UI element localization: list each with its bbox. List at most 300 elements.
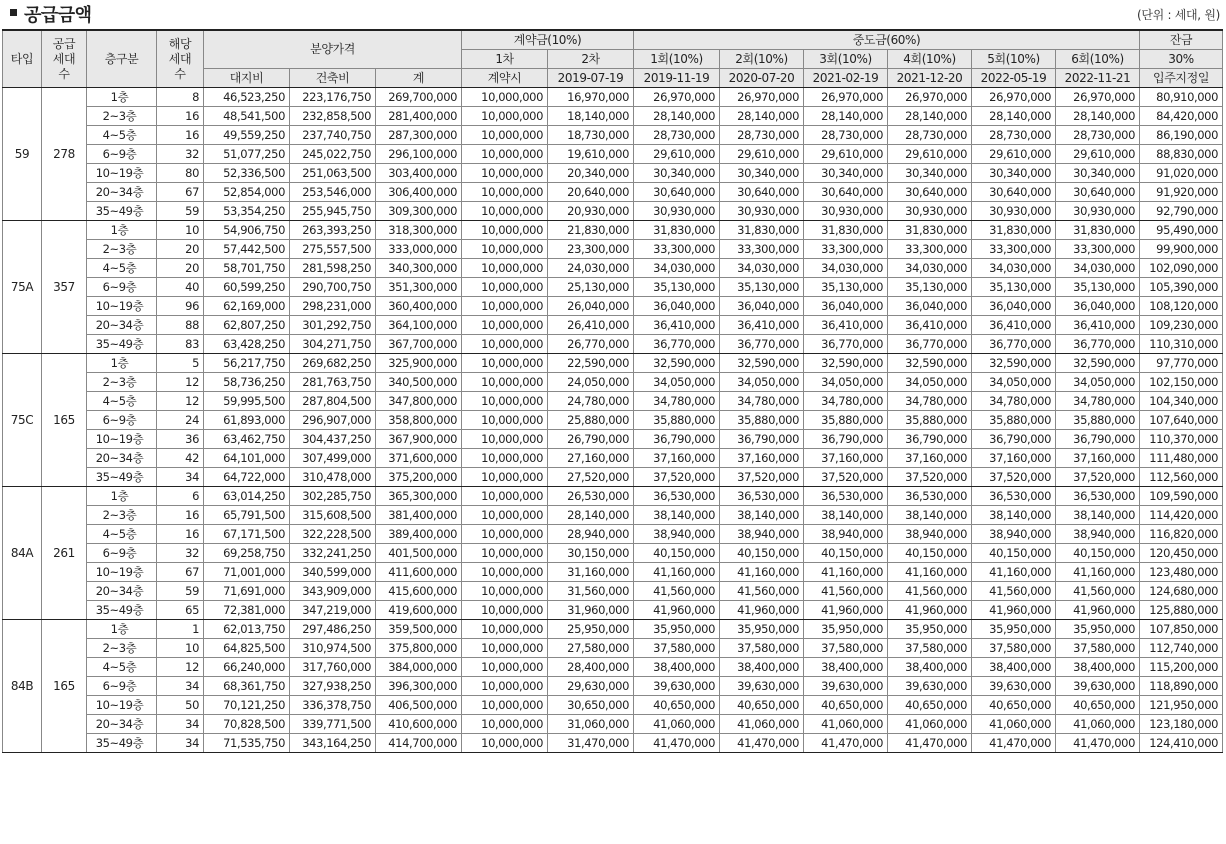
middle-payment-cell-3: 36,770,000 [804,335,888,354]
deposit2-cell: 27,160,000 [548,449,634,468]
header-balance-date: 입주지정일 [1140,69,1223,88]
deposit1-cell: 10,000,000 [462,373,548,392]
total-price-cell: 375,200,000 [376,468,462,487]
header-mid2: 2회(10%) [720,50,804,69]
floor-cell: 10~19층 [87,164,157,183]
middle-payment-cell-3: 41,060,000 [804,715,888,734]
middle-payment-cell-5: 26,970,000 [972,88,1056,107]
building-cost-cell: 223,176,750 [290,88,376,107]
header-middle: 중도금(60%) [634,30,1140,50]
middle-payment-cell-6: 36,040,000 [1056,297,1140,316]
middle-payment-cell-1: 36,790,000 [634,430,720,449]
middle-payment-cell-6: 34,030,000 [1056,259,1140,278]
table-row [3,563,1223,582]
type-cell: 75A [3,221,42,354]
building-cost-cell: 327,938,250 [290,677,376,696]
balance-cell: 114,420,000 [1140,506,1223,525]
middle-payment-cell-1: 35,880,000 [634,411,720,430]
land-cost-cell: 54,906,750 [204,221,290,240]
middle-payment-cell-4: 35,130,000 [888,278,972,297]
deposit2-cell: 20,930,000 [548,202,634,221]
land-cost-cell: 71,691,000 [204,582,290,601]
header-balance-pct: 30% [1140,50,1223,69]
middle-payment-cell-3: 39,630,000 [804,677,888,696]
deposit1-cell: 10,000,000 [462,88,548,107]
floor-cell: 6~9층 [87,544,157,563]
middle-payment-cell-1: 37,160,000 [634,449,720,468]
land-cost-cell: 59,995,500 [204,392,290,411]
middle-payment-cell-3: 29,610,000 [804,145,888,164]
deposit1-cell: 10,000,000 [462,430,548,449]
deposit2-cell: 31,470,000 [548,734,634,753]
middle-payment-cell-4: 41,560,000 [888,582,972,601]
building-cost-cell: 315,608,500 [290,506,376,525]
middle-payment-cell-1: 36,040,000 [634,297,720,316]
middle-payment-cell-3: 41,560,000 [804,582,888,601]
unit-count-cell: 34 [157,677,204,696]
unit-count-cell: 20 [157,259,204,278]
land-cost-cell: 57,442,500 [204,240,290,259]
middle-payment-cell-3: 28,730,000 [804,126,888,145]
land-cost-cell: 66,240,000 [204,658,290,677]
balance-cell: 108,120,000 [1140,297,1223,316]
header-mid6-date: 2022-11-21 [1056,69,1140,88]
middle-payment-cell-1: 41,960,000 [634,601,720,620]
middle-payment-cell-6: 29,610,000 [1056,145,1140,164]
middle-payment-cell-4: 30,640,000 [888,183,972,202]
deposit1-cell: 10,000,000 [462,221,548,240]
deposit1-cell: 10,000,000 [462,658,548,677]
table-row [3,259,1223,278]
floor-cell: 10~19층 [87,297,157,316]
middle-payment-cell-2: 28,730,000 [720,126,804,145]
land-cost-cell: 64,101,000 [204,449,290,468]
land-cost-cell: 63,014,250 [204,487,290,506]
middle-payment-cell-3: 32,590,000 [804,354,888,373]
floor-cell: 1층 [87,221,157,240]
middle-payment-cell-4: 30,930,000 [888,202,972,221]
building-cost-cell: 251,063,500 [290,164,376,183]
middle-payment-cell-3: 36,530,000 [804,487,888,506]
table-row [3,639,1223,658]
deposit1-cell: 10,000,000 [462,354,548,373]
table-row [3,449,1223,468]
header-unit-count [157,30,204,88]
middle-payment-cell-5: 41,160,000 [972,563,1056,582]
total-price-cell: 401,500,000 [376,544,462,563]
table-row [3,582,1223,601]
balance-cell: 88,830,000 [1140,145,1223,164]
middle-payment-cell-2: 41,060,000 [720,715,804,734]
total-price-cell: 359,500,000 [376,620,462,639]
middle-payment-cell-3: 41,470,000 [804,734,888,753]
land-cost-cell: 71,001,000 [204,563,290,582]
table-row [3,335,1223,354]
middle-payment-cell-4: 41,160,000 [888,563,972,582]
middle-payment-cell-6: 33,300,000 [1056,240,1140,259]
deposit1-cell: 10,000,000 [462,601,548,620]
building-cost-cell: 245,022,750 [290,145,376,164]
middle-payment-cell-5: 40,150,000 [972,544,1056,563]
middle-payment-cell-2: 29,610,000 [720,145,804,164]
middle-payment-cell-2: 36,790,000 [720,430,804,449]
building-cost-cell: 275,557,500 [290,240,376,259]
floor-cell: 10~19층 [87,563,157,582]
middle-payment-cell-5: 41,560,000 [972,582,1056,601]
table-row [3,354,1223,373]
deposit2-cell: 26,410,000 [548,316,634,335]
middle-payment-cell-1: 38,400,000 [634,658,720,677]
unit-count-cell: 34 [157,468,204,487]
table-row [3,506,1223,525]
unit-count-cell: 5 [157,354,204,373]
floor-cell: 10~19층 [87,430,157,449]
deposit1-cell: 10,000,000 [462,335,548,354]
middle-payment-cell-3: 35,130,000 [804,278,888,297]
deposit1-cell: 10,000,000 [462,620,548,639]
total-price-cell: 318,300,000 [376,221,462,240]
header-mid1: 1회(10%) [634,50,720,69]
balance-cell: 107,850,000 [1140,620,1223,639]
middle-payment-cell-6: 40,650,000 [1056,696,1140,715]
middle-payment-cell-6: 36,530,000 [1056,487,1140,506]
middle-payment-cell-2: 31,830,000 [720,221,804,240]
total-price-cell: 333,000,000 [376,240,462,259]
deposit1-cell: 10,000,000 [462,164,548,183]
middle-payment-cell-4: 41,470,000 [888,734,972,753]
middle-payment-cell-6: 31,830,000 [1056,221,1140,240]
unit-count-cell: 59 [157,582,204,601]
land-cost-cell: 65,791,500 [204,506,290,525]
middle-payment-cell-5: 41,470,000 [972,734,1056,753]
supply-units-cell: 261 [42,487,87,620]
deposit1-cell: 10,000,000 [462,316,548,335]
middle-payment-cell-5: 41,960,000 [972,601,1056,620]
deposit1-cell: 10,000,000 [462,734,548,753]
deposit2-cell: 26,790,000 [548,430,634,449]
table-row [3,164,1223,183]
header-supply-units [42,30,87,88]
middle-payment-cell-4: 38,400,000 [888,658,972,677]
deposit2-cell: 28,940,000 [548,525,634,544]
header-mid1-date: 2019-11-19 [634,69,720,88]
total-price-cell: 375,800,000 [376,639,462,658]
middle-payment-cell-4: 37,160,000 [888,449,972,468]
table-row [3,734,1223,753]
balance-cell: 91,020,000 [1140,164,1223,183]
header-building: 건축비 [290,69,376,88]
middle-payment-cell-4: 38,140,000 [888,506,972,525]
middle-payment-cell-2: 39,630,000 [720,677,804,696]
middle-payment-cell-2: 35,130,000 [720,278,804,297]
balance-cell: 97,770,000 [1140,354,1223,373]
building-cost-cell: 255,945,750 [290,202,376,221]
building-cost-cell: 307,499,000 [290,449,376,468]
middle-payment-cell-3: 37,580,000 [804,639,888,658]
table-body [3,88,1223,753]
building-cost-cell: 298,231,000 [290,297,376,316]
building-cost-cell: 310,478,000 [290,468,376,487]
deposit1-cell: 10,000,000 [462,202,548,221]
middle-payment-cell-5: 41,060,000 [972,715,1056,734]
unit-count-cell: 16 [157,107,204,126]
building-cost-cell: 310,974,500 [290,639,376,658]
table-row [3,240,1223,259]
middle-payment-cell-3: 28,140,000 [804,107,888,126]
building-cost-cell: 296,907,000 [290,411,376,430]
deposit2-cell: 31,060,000 [548,715,634,734]
land-cost-cell: 68,361,750 [204,677,290,696]
table-row [3,696,1223,715]
table-row [3,411,1223,430]
deposit1-cell: 10,000,000 [462,449,548,468]
balance-cell: 92,790,000 [1140,202,1223,221]
middle-payment-cell-5: 28,730,000 [972,126,1056,145]
balance-cell: 109,590,000 [1140,487,1223,506]
balance-cell: 120,450,000 [1140,544,1223,563]
middle-payment-cell-1: 28,730,000 [634,126,720,145]
middle-payment-cell-6: 35,950,000 [1056,620,1140,639]
middle-payment-cell-5: 37,580,000 [972,639,1056,658]
middle-payment-cell-2: 36,410,000 [720,316,804,335]
middle-payment-cell-4: 36,530,000 [888,487,972,506]
middle-payment-cell-4: 36,770,000 [888,335,972,354]
floor-cell: 6~9층 [87,411,157,430]
middle-payment-cell-3: 30,340,000 [804,164,888,183]
deposit1-cell: 10,000,000 [462,107,548,126]
land-cost-cell: 58,736,250 [204,373,290,392]
middle-payment-cell-6: 37,580,000 [1056,639,1140,658]
middle-payment-cell-6: 41,560,000 [1056,582,1140,601]
unit-count-cell: 12 [157,373,204,392]
middle-payment-cell-2: 41,560,000 [720,582,804,601]
floor-cell: 2~3층 [87,639,157,658]
land-cost-cell: 62,013,750 [204,620,290,639]
deposit2-cell: 16,970,000 [548,88,634,107]
balance-cell: 123,180,000 [1140,715,1223,734]
land-cost-cell: 56,217,750 [204,354,290,373]
supply-units-cell: 165 [42,354,87,487]
balance-cell: 80,910,000 [1140,88,1223,107]
middle-payment-cell-4: 38,940,000 [888,525,972,544]
header-dep2: 2차 [548,50,634,69]
unit-count-cell: 67 [157,183,204,202]
middle-payment-cell-1: 37,580,000 [634,639,720,658]
balance-cell: 118,890,000 [1140,677,1223,696]
deposit2-cell: 22,590,000 [548,354,634,373]
deposit1-cell: 10,000,000 [462,525,548,544]
total-price-cell: 287,300,000 [376,126,462,145]
deposit1-cell: 10,000,000 [462,278,548,297]
middle-payment-cell-3: 35,880,000 [804,411,888,430]
deposit1-cell: 10,000,000 [462,639,548,658]
deposit2-cell: 25,880,000 [548,411,634,430]
building-cost-cell: 301,292,750 [290,316,376,335]
unit-count-cell: 42 [157,449,204,468]
middle-payment-cell-5: 30,640,000 [972,183,1056,202]
middle-payment-cell-6: 39,630,000 [1056,677,1140,696]
header-dep2-date: 2019-07-19 [548,69,634,88]
building-cost-cell: 340,599,000 [290,563,376,582]
middle-payment-cell-1: 32,590,000 [634,354,720,373]
middle-payment-cell-5: 36,410,000 [972,316,1056,335]
table-row [3,601,1223,620]
middle-payment-cell-6: 36,410,000 [1056,316,1140,335]
total-price-cell: 410,600,000 [376,715,462,734]
building-cost-cell: 317,760,000 [290,658,376,677]
total-price-cell: 396,300,000 [376,677,462,696]
floor-cell: 35~49층 [87,601,157,620]
balance-cell: 123,480,000 [1140,563,1223,582]
balance-cell: 107,640,000 [1140,411,1223,430]
deposit2-cell: 25,950,000 [548,620,634,639]
middle-payment-cell-1: 30,930,000 [634,202,720,221]
middle-payment-cell-4: 35,880,000 [888,411,972,430]
total-price-cell: 381,400,000 [376,506,462,525]
deposit2-cell: 26,770,000 [548,335,634,354]
table-row [3,620,1223,639]
header-mid4: 4회(10%) [888,50,972,69]
type-cell: 75C [3,354,42,487]
middle-payment-cell-3: 38,400,000 [804,658,888,677]
type-cell: 59 [3,88,42,221]
unit-count-cell: 32 [157,544,204,563]
middle-payment-cell-4: 34,780,000 [888,392,972,411]
land-cost-cell: 53,354,250 [204,202,290,221]
header-supply-units-text: 공급세대수 [52,36,76,81]
middle-payment-cell-2: 38,140,000 [720,506,804,525]
middle-payment-cell-1: 40,650,000 [634,696,720,715]
middle-payment-cell-2: 40,150,000 [720,544,804,563]
floor-cell: 1층 [87,88,157,107]
deposit1-cell: 10,000,000 [462,411,548,430]
deposit2-cell: 31,160,000 [548,563,634,582]
building-cost-cell: 302,285,750 [290,487,376,506]
floor-cell: 2~3층 [87,107,157,126]
total-price-cell: 419,600,000 [376,601,462,620]
balance-cell: 112,740,000 [1140,639,1223,658]
middle-payment-cell-5: 33,300,000 [972,240,1056,259]
header-price: 분양가격 [204,30,462,69]
middle-payment-cell-6: 41,060,000 [1056,715,1140,734]
unit-count-cell: 1 [157,620,204,639]
middle-payment-cell-4: 32,590,000 [888,354,972,373]
middle-payment-cell-1: 36,770,000 [634,335,720,354]
unit-count-cell: 50 [157,696,204,715]
middle-payment-cell-4: 41,960,000 [888,601,972,620]
floor-cell: 20~34층 [87,582,157,601]
deposit2-cell: 30,150,000 [548,544,634,563]
page-title: 공급금액 [24,5,92,26]
table-row [3,468,1223,487]
middle-payment-cell-5: 38,940,000 [972,525,1056,544]
middle-payment-cell-2: 34,780,000 [720,392,804,411]
middle-payment-cell-6: 37,160,000 [1056,449,1140,468]
middle-payment-cell-1: 26,970,000 [634,88,720,107]
middle-payment-cell-5: 32,590,000 [972,354,1056,373]
deposit1-cell: 10,000,000 [462,240,548,259]
middle-payment-cell-3: 31,830,000 [804,221,888,240]
total-price-cell: 415,600,000 [376,582,462,601]
land-cost-cell: 67,171,500 [204,525,290,544]
unit-count-cell: 32 [157,145,204,164]
middle-payment-cell-2: 28,140,000 [720,107,804,126]
building-cost-cell: 336,378,750 [290,696,376,715]
middle-payment-cell-5: 37,520,000 [972,468,1056,487]
total-price-cell: 309,300,000 [376,202,462,221]
unit-count-cell: 8 [157,88,204,107]
middle-payment-cell-6: 40,150,000 [1056,544,1140,563]
balance-cell: 105,390,000 [1140,278,1223,297]
balance-cell: 111,480,000 [1140,449,1223,468]
building-cost-cell: 332,241,250 [290,544,376,563]
header-land: 대지비 [204,69,290,88]
total-price-cell: 371,600,000 [376,449,462,468]
middle-payment-cell-2: 33,300,000 [720,240,804,259]
middle-payment-cell-3: 33,300,000 [804,240,888,259]
land-cost-cell: 58,701,750 [204,259,290,278]
table-row [3,373,1223,392]
header-mid3-date: 2021-02-19 [804,69,888,88]
deposit2-cell: 27,520,000 [548,468,634,487]
floor-cell: 1층 [87,487,157,506]
middle-payment-cell-1: 38,140,000 [634,506,720,525]
unit-count-cell: 16 [157,126,204,145]
middle-payment-cell-4: 36,410,000 [888,316,972,335]
middle-payment-cell-4: 34,030,000 [888,259,972,278]
middle-payment-cell-1: 34,030,000 [634,259,720,278]
middle-payment-cell-3: 38,940,000 [804,525,888,544]
total-price-cell: 360,400,000 [376,297,462,316]
deposit2-cell: 23,300,000 [548,240,634,259]
land-cost-cell: 62,169,000 [204,297,290,316]
deposit2-cell: 26,530,000 [548,487,634,506]
table-row [3,677,1223,696]
middle-payment-cell-2: 38,940,000 [720,525,804,544]
floor-cell: 2~3층 [87,240,157,259]
balance-cell: 115,200,000 [1140,658,1223,677]
middle-payment-cell-1: 29,610,000 [634,145,720,164]
middle-payment-cell-6: 41,470,000 [1056,734,1140,753]
middle-payment-cell-6: 26,970,000 [1056,88,1140,107]
unit-count-cell: 12 [157,392,204,411]
table-row [3,145,1223,164]
deposit2-cell: 24,050,000 [548,373,634,392]
middle-payment-cell-3: 37,160,000 [804,449,888,468]
header-floor: 층구분 [87,30,157,88]
deposit2-cell: 24,780,000 [548,392,634,411]
middle-payment-cell-2: 41,470,000 [720,734,804,753]
middle-payment-cell-4: 34,050,000 [888,373,972,392]
middle-payment-cell-5: 34,780,000 [972,392,1056,411]
middle-payment-cell-1: 41,470,000 [634,734,720,753]
unit-count-cell: 88 [157,316,204,335]
middle-payment-cell-6: 38,140,000 [1056,506,1140,525]
middle-payment-cell-3: 36,790,000 [804,430,888,449]
floor-cell: 20~34층 [87,715,157,734]
middle-payment-cell-1: 36,530,000 [634,487,720,506]
land-cost-cell: 46,523,250 [204,88,290,107]
deposit2-cell: 21,830,000 [548,221,634,240]
middle-payment-cell-1: 35,130,000 [634,278,720,297]
building-cost-cell: 343,164,250 [290,734,376,753]
total-price-cell: 389,400,000 [376,525,462,544]
land-cost-cell: 60,599,250 [204,278,290,297]
floor-cell: 35~49층 [87,734,157,753]
unit-count-cell: 83 [157,335,204,354]
middle-payment-cell-5: 37,160,000 [972,449,1056,468]
land-cost-cell: 62,807,250 [204,316,290,335]
